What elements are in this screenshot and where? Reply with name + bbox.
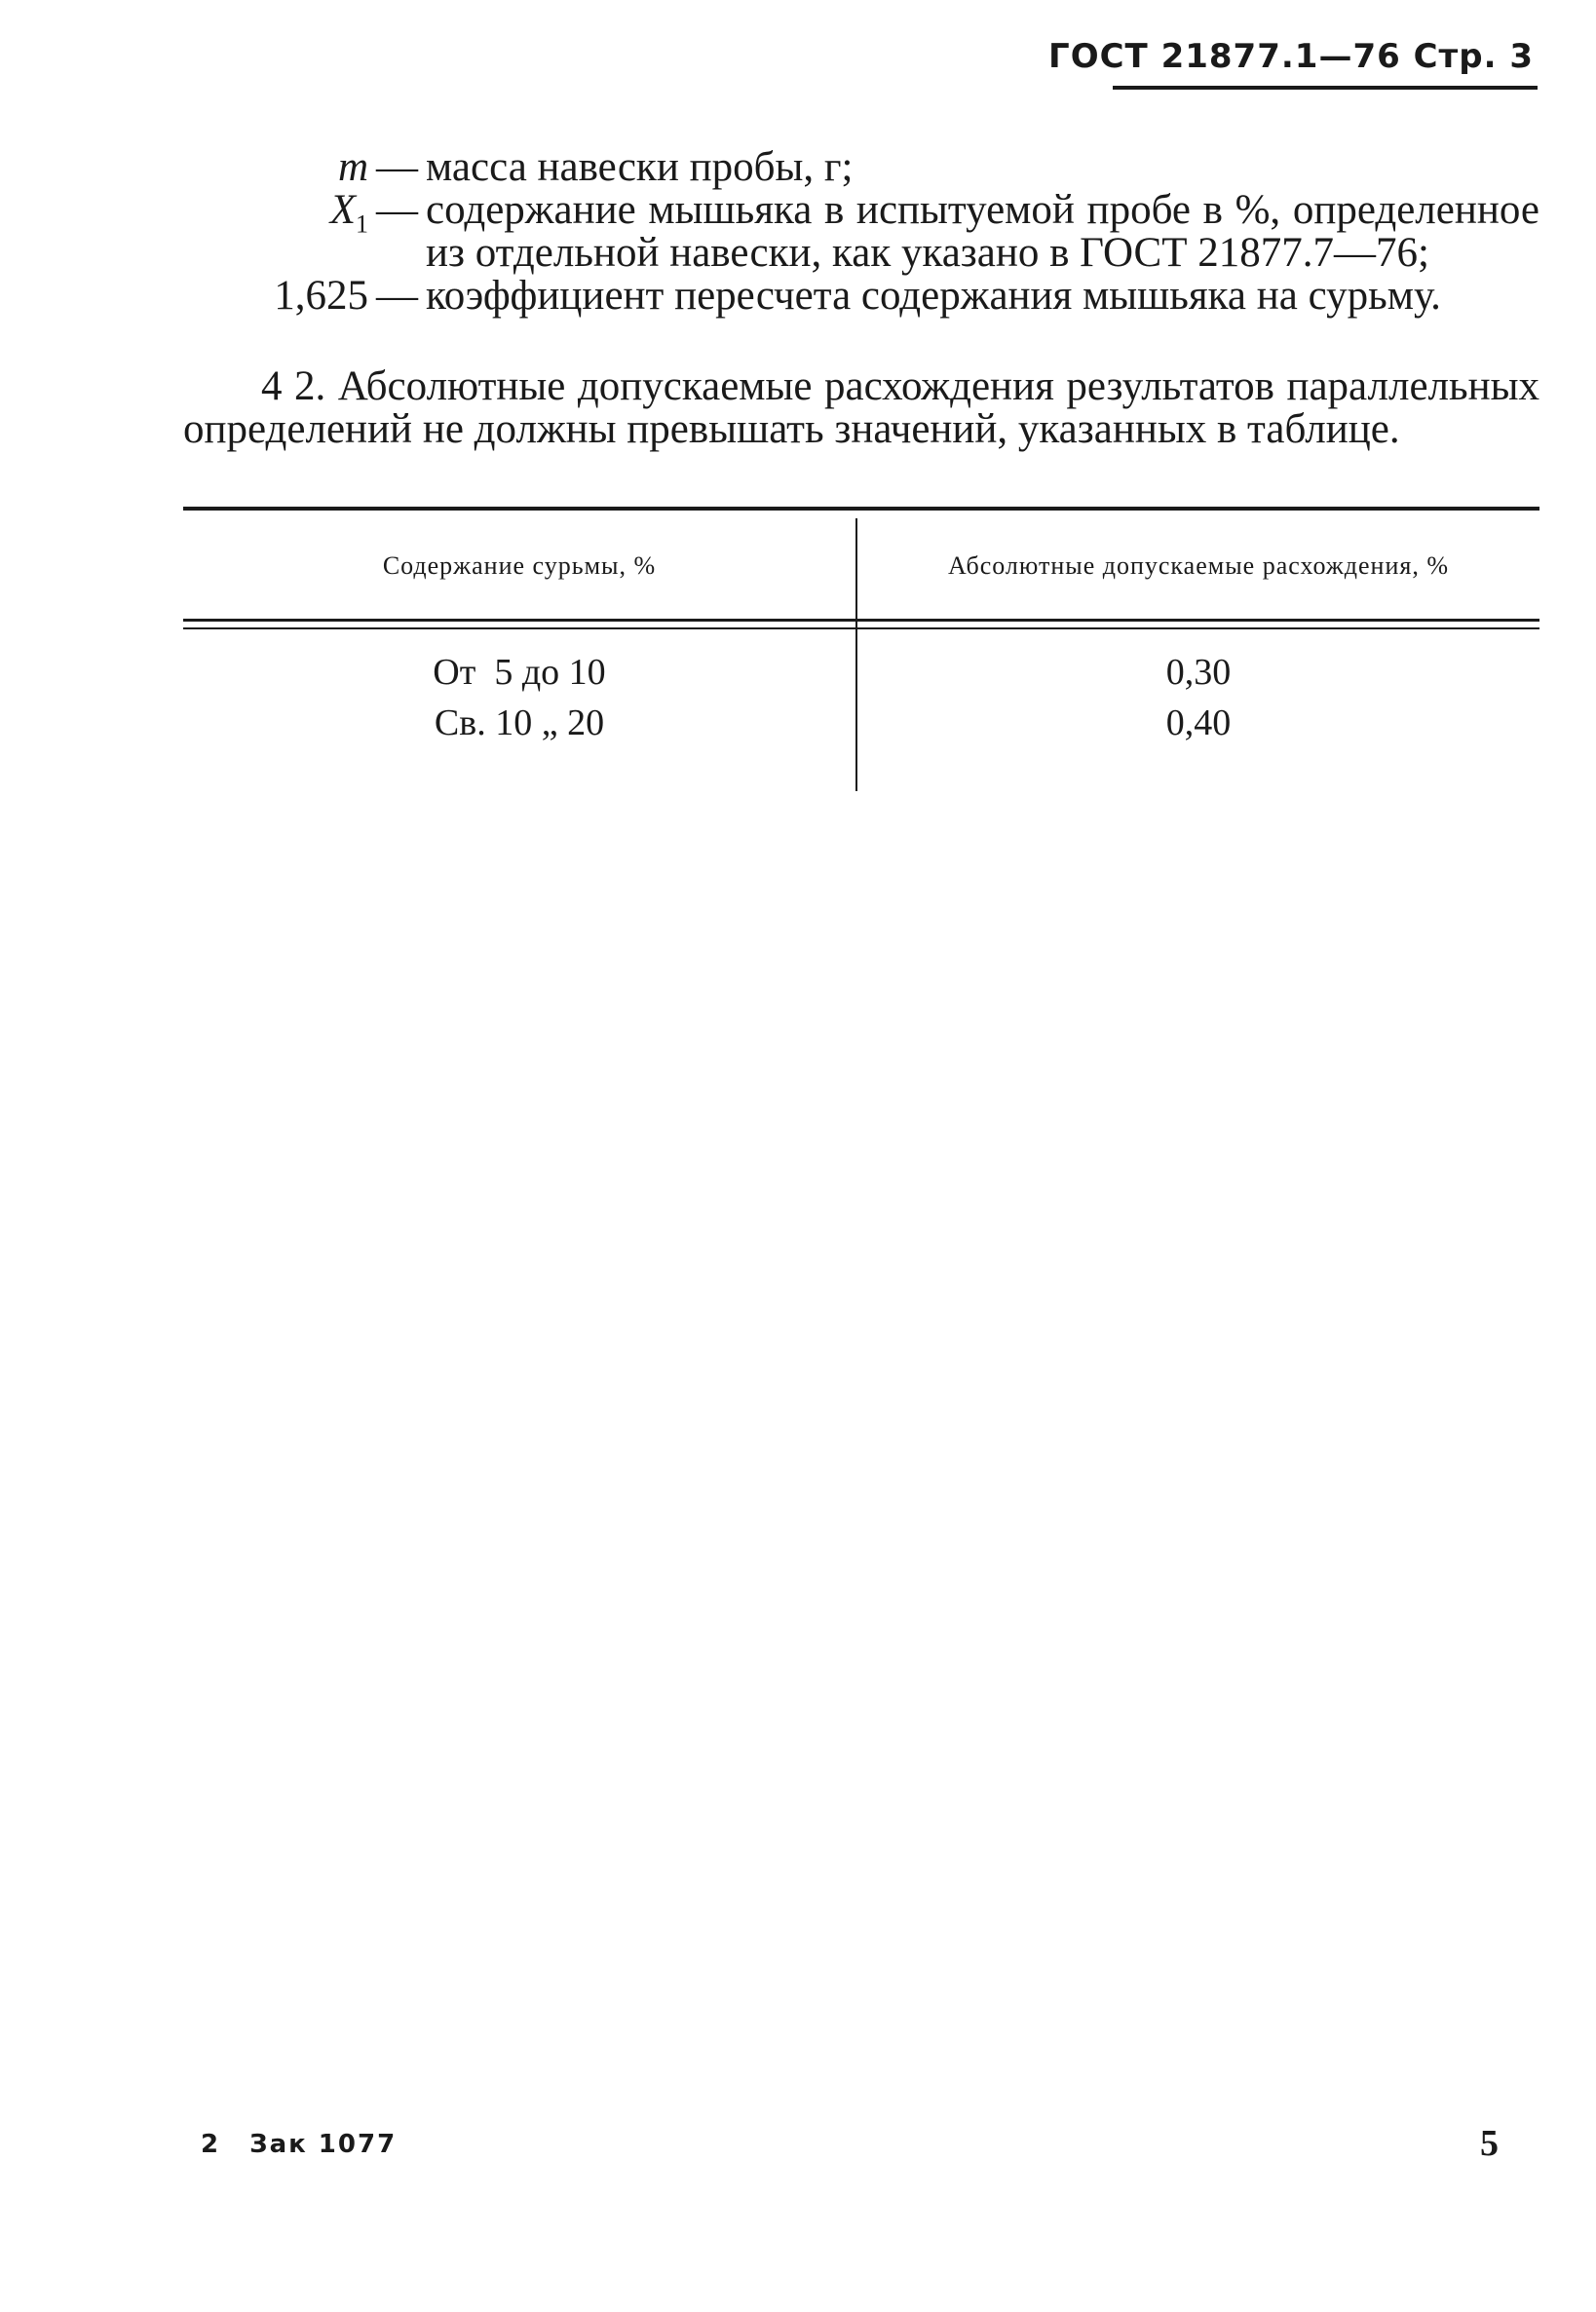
definition-text: содержание мышьяка в испытуемой пробе в %, определенное из отдельной навески, как указано в ГОСТ 21877.7—76; bbox=[426, 187, 1539, 276]
definition-row bbox=[183, 146, 1539, 189]
table-cell-tolerance: 0,40 bbox=[1165, 702, 1232, 743]
table-cell-content: Св. 10 „ 20 bbox=[434, 702, 605, 743]
definition-term: 1,625 bbox=[274, 273, 368, 319]
definition-subscript: 1 bbox=[356, 209, 368, 239]
table-cell-tolerance: 0,30 bbox=[1165, 652, 1232, 693]
definition-text: масса навески пробы, г; bbox=[426, 144, 854, 190]
table-header-tolerance: Абсолютные допускаемые расхождения, % bbox=[948, 551, 1449, 580]
table-top-rule bbox=[183, 507, 1539, 511]
definition-dash: — bbox=[376, 273, 418, 319]
definition-dash: — bbox=[376, 144, 418, 190]
paragraph-4-2: 4 2. Абсолютные допускаемые расхождения результатов параллельных определений не должны превышать значений, указанных в таблице. bbox=[183, 363, 1539, 452]
definition-text: коэффициент пересчета содержания мышьяка на сурьму. bbox=[426, 273, 1441, 319]
page-header: ГОСТ 21877.1—76 Стр. 3 bbox=[1048, 37, 1534, 76]
definition-row bbox=[183, 189, 1539, 275]
table-header-antimony: Содержание сурьмы, % bbox=[382, 551, 657, 580]
definition-dash: — bbox=[376, 187, 418, 233]
definition-term: m bbox=[337, 144, 368, 190]
variable-definitions bbox=[183, 146, 1539, 318]
footer-order-info bbox=[201, 2130, 426, 2159]
tolerance-table bbox=[183, 507, 1539, 789]
table-cell-content: От 5 до 10 bbox=[433, 652, 606, 693]
table-header-rule bbox=[183, 619, 1539, 622]
footer-sheet-number: 2 bbox=[201, 2130, 221, 2159]
table-header-rule bbox=[183, 627, 1539, 629]
footer-order-number: Зак 1077 bbox=[249, 2130, 398, 2159]
definition-row bbox=[144, 275, 1539, 318]
page-number: 5 bbox=[1480, 2123, 1499, 2164]
definition-term: X bbox=[329, 187, 356, 233]
header-rule bbox=[1113, 86, 1538, 90]
